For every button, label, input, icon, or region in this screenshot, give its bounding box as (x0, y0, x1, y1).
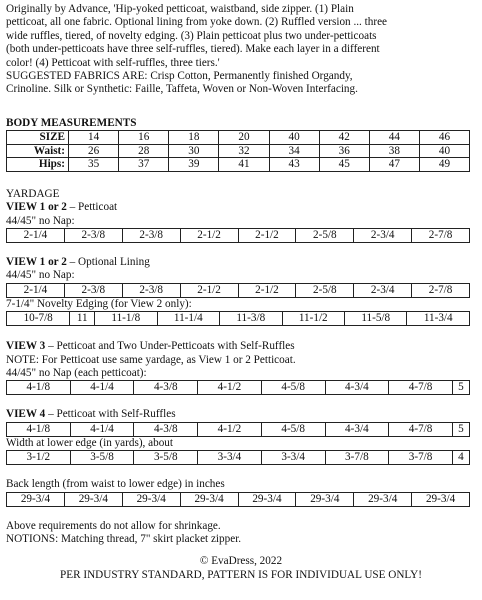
table-row (7, 283, 470, 297)
table-cell: 42 (319, 131, 369, 145)
view12-lining-table (6, 283, 470, 298)
table-cell: 4 (452, 451, 469, 465)
view3-heading (6, 340, 476, 353)
nap-label: 44/45" no Nap (each petticoat): (6, 367, 147, 379)
table-cell: 4-3/4 (325, 381, 389, 395)
table-cell: 3-5/8 (134, 451, 198, 465)
table-cell: 29-3/4 (354, 492, 412, 506)
table-cell: 4-1/2 (198, 422, 262, 436)
body-measurements-table (6, 130, 470, 172)
table-cell: 11-3/8 (220, 312, 282, 326)
table-cell: 2-1/2 (180, 283, 238, 297)
nap-label: 44/45" no Nap: (6, 269, 75, 282)
table-cell: 30 (169, 144, 219, 158)
row-label: Hips: (7, 158, 69, 172)
table-cell: 2-3/8 (64, 228, 122, 242)
table-cell: 2-3/8 (64, 283, 122, 297)
view-desc: – Petticoat (66, 201, 118, 214)
table-row (7, 158, 470, 172)
width-label: Width at lower edge (in yards), about (6, 436, 173, 449)
table-cell: 18 (169, 131, 219, 145)
table-cell: 45 (319, 158, 369, 172)
table-cell: 2-7/8 (412, 228, 470, 242)
usage-notice: PER INDUSTRY STANDARD, PATTERN IS FOR INDIVIDUAL USE ONLY! (60, 568, 422, 581)
description-line: Originally by Advance, 'Hip-yoked petticoat, waistband, side zipper. (1) Plain (6, 3, 354, 15)
table-cell: 43 (269, 158, 319, 172)
table-row (7, 381, 470, 395)
table-cell: 35 (69, 158, 119, 172)
table-cell: 2-3/8 (122, 228, 180, 242)
edging-table (6, 311, 470, 326)
table-cell: 29-3/4 (238, 492, 296, 506)
view-name: VIEW 4 (6, 408, 46, 421)
table-cell: 11-1/4 (157, 312, 219, 326)
table-cell: 4-5/8 (261, 381, 325, 395)
width-table (6, 450, 470, 465)
table-cell: 29-3/4 (296, 492, 354, 506)
table-cell: 32 (219, 144, 269, 158)
description-line: wide ruffles, tiered, of novelty edging. (3) Plain petticoat plus two under-petticoats (6, 29, 377, 42)
table-cell: 29-3/4 (64, 492, 122, 506)
table-cell: 5 (452, 381, 469, 395)
table-cell: 4-7/8 (389, 381, 453, 395)
table-cell: 4-3/4 (325, 422, 389, 436)
row-label: SIZE (7, 131, 69, 145)
table-cell: 29-3/4 (122, 492, 180, 506)
table-cell: 4-3/8 (134, 422, 198, 436)
table-cell: 3-1/2 (7, 451, 71, 465)
edging-label: 7-1/4" Novelty Edging (for View 2 only): (6, 297, 192, 310)
table-row (7, 131, 470, 145)
table-cell: 4-7/8 (389, 422, 453, 436)
view-name: VIEW 1 or 2 (6, 201, 67, 214)
table-cell: 3-7/8 (389, 451, 453, 465)
description-line: (both under-petticoats have three self-ruffles, tiered). Make each layer in a different (6, 43, 380, 56)
yardage-heading: YARDAGE (6, 187, 60, 200)
view-desc: – Optional Lining (66, 255, 150, 268)
view-desc: – Petticoat and Two Under-Petticoats with Self-Ruffles (45, 340, 295, 353)
view-desc: – Petticoat with Self-Ruffles (45, 408, 176, 421)
table-cell: 2-5/8 (296, 283, 354, 297)
row-label: Waist: (7, 144, 69, 158)
table-cell: 36 (319, 144, 369, 158)
table-cell: 3-3/4 (261, 451, 325, 465)
table-cell: 4-5/8 (261, 422, 325, 436)
view3-note: NOTE: For Petticoat use same yardage, as View 1 or 2 Petticoat. (6, 353, 296, 366)
copyright: © EvaDress, 2022 (199, 555, 283, 568)
table-cell: 2-1/4 (7, 228, 65, 242)
table-cell: 4-1/8 (7, 381, 71, 395)
table-cell: 2-3/4 (354, 228, 412, 242)
table-cell: 11-3/4 (407, 312, 470, 326)
table-cell: 4-1/4 (70, 422, 134, 436)
description-line: color! (4) Petticoat with self-ruffles, three tiers.' (6, 56, 220, 69)
table-row (7, 492, 470, 506)
view4-heading (6, 408, 476, 421)
table-cell: 2-5/8 (296, 228, 354, 242)
table-cell: 4-3/8 (134, 381, 198, 395)
table-cell: 11 (70, 312, 95, 326)
back-length-table (6, 492, 470, 507)
table-cell: 5 (452, 422, 469, 436)
table-cell: 2-1/2 (238, 283, 296, 297)
table-cell: 29-3/4 (180, 492, 238, 506)
table-cell: 2-3/8 (122, 283, 180, 297)
view4-table (6, 422, 470, 437)
table-cell: 11-1/8 (95, 312, 157, 326)
pattern-description (6, 3, 476, 97)
fabrics-line: SUGGESTED FABRICS ARE: Crisp Cotton, Permanently finished Organdy, (6, 70, 353, 83)
table-cell: 2-1/2 (180, 228, 238, 242)
footer (6, 555, 476, 582)
table-cell: 46 (419, 131, 469, 145)
table-cell: 2-1/4 (7, 283, 65, 297)
table-cell: 40 (269, 131, 319, 145)
table-cell: 3-3/4 (198, 451, 262, 465)
table-cell: 47 (369, 158, 419, 172)
table-cell: 44 (369, 131, 419, 145)
table-cell: 39 (169, 158, 219, 172)
view12-petticoat-table (6, 228, 470, 243)
shrinkage-note: Above requirements do not allow for shrinkage. (6, 519, 221, 532)
table-cell: 37 (119, 158, 169, 172)
notions-note: NOTIONS: Matching thread, 7" skirt placket zipper. (6, 533, 242, 546)
table-cell: 3-7/8 (325, 451, 389, 465)
table-cell: 16 (119, 131, 169, 145)
table-cell: 2-3/4 (354, 283, 412, 297)
table-cell: 34 (269, 144, 319, 158)
table-cell: 29-3/4 (7, 492, 65, 506)
table-cell: 3-5/8 (70, 451, 134, 465)
view12-lining-heading (6, 256, 476, 269)
table-cell: 28 (119, 144, 169, 158)
table-cell: 4-1/2 (198, 381, 262, 395)
table-cell: 4-1/8 (7, 422, 71, 436)
fabrics-line: Crinoline. Silk or Synthetic: Faille, Taffeta, Woven or Non-Woven Interfacing. (6, 83, 358, 96)
view12-petticoat-heading (6, 201, 476, 214)
table-cell: 2-7/8 (412, 283, 470, 297)
table-cell: 2-1/2 (238, 228, 296, 242)
table-row (7, 451, 470, 465)
table-cell: 38 (369, 144, 419, 158)
description-line: petticoat, all one fabric. Optional lining from yoke down. (2) Ruffled version ... three (6, 16, 387, 29)
table-cell: 11-1/2 (282, 312, 344, 326)
body-measurements-heading: BODY MEASUREMENTS (6, 116, 137, 129)
table-row (7, 144, 470, 158)
table-cell: 40 (419, 144, 469, 158)
table-cell: 11-5/8 (345, 312, 407, 326)
view-name: VIEW 3 (6, 340, 46, 353)
table-cell: 29-3/4 (412, 492, 470, 506)
view3-table (6, 380, 470, 395)
back-length-label: Back length (from waist to lower edge) in inches (6, 478, 225, 491)
view-name: VIEW 1 or 2 (6, 255, 67, 268)
table-cell: 26 (69, 144, 119, 158)
table-cell: 49 (419, 158, 469, 172)
nap-label: 44/45" no Nap: (6, 214, 75, 227)
table-cell: 14 (69, 131, 119, 145)
table-cell: 20 (219, 131, 269, 145)
table-cell: 10-7/8 (7, 312, 70, 326)
table-row (7, 312, 470, 326)
table-row (7, 422, 470, 436)
table-cell: 4-1/4 (70, 381, 134, 395)
table-cell: 41 (219, 158, 269, 172)
table-row (7, 228, 470, 242)
